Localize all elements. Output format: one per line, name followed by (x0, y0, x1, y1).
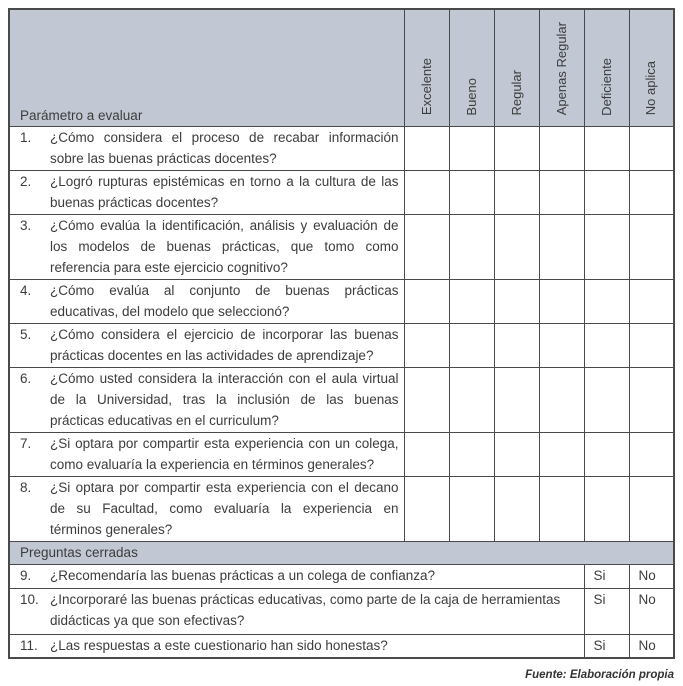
rating-cell-deficiente (584, 323, 629, 367)
column-header-regular (494, 9, 539, 126)
column-header-no-aplica-label: No aplica (643, 61, 659, 116)
question-text: ¿Cómo usted considera la interacción con el aula virtual de la Universidad, tras la inclusión de las buenas prácticas educativas en el curriculum? (50, 370, 399, 428)
question-row (9, 367, 674, 432)
question-text: ¿Cómo evalúa al conjunto de buenas prácticas educativas, del modelo que seleccionó? (50, 282, 399, 319)
rating-cell-excelente (404, 279, 449, 323)
question-number: 11. (20, 637, 38, 653)
column-header-bueno-label: Bueno (463, 77, 479, 116)
question-text: ¿Recomendaría las buenas prácticas a un colega de confianza? (50, 567, 435, 583)
question-cell (9, 126, 404, 170)
question-cell (9, 476, 404, 541)
rating-cell-no-aplica (629, 432, 674, 476)
rating-cell-excelente (404, 432, 449, 476)
rating-cell-regular (494, 126, 539, 170)
question-cell (9, 214, 404, 279)
question-row (9, 476, 674, 541)
rating-cell-bueno (449, 323, 494, 367)
rating-cell-apenas-regular (539, 476, 584, 541)
rating-cell-deficiente (584, 279, 629, 323)
yes-cell: Si (584, 588, 629, 634)
rating-cell-no-aplica (629, 476, 674, 541)
rating-cell-regular (494, 279, 539, 323)
rating-cell-regular (494, 432, 539, 476)
rating-cell-regular (494, 170, 539, 214)
rating-cell-regular (494, 214, 539, 279)
question-number: 7. (20, 435, 32, 451)
no-cell: No (629, 588, 674, 634)
rating-cell-apenas-regular (539, 367, 584, 432)
column-header-apenas-regular-label: Apenas Regular (553, 22, 569, 116)
rating-cell-deficiente (584, 170, 629, 214)
question-row (9, 126, 674, 170)
question-number: 2. (20, 173, 32, 189)
question-text: ¿Cómo considera el proceso de recabar información sobre las buenas prácticas docentes? (50, 129, 399, 166)
question-row (9, 170, 674, 214)
column-header-no-aplica (629, 9, 674, 126)
no-cell: No (629, 634, 674, 658)
question-text: ¿Si optara por compartir esta experiencia con el decano de su Facultad, como evaluaría la experiencia en términos generales? (50, 479, 399, 537)
column-header-excelente (404, 9, 449, 126)
rating-cell-excelente (404, 476, 449, 541)
question-text: ¿Logró rupturas epistémicas en torno a la cultura de las buenas prácticas docentes? (50, 173, 399, 210)
closed-section-label: Preguntas cerradas (9, 541, 674, 564)
closed-question-row (9, 588, 674, 634)
question-number: 10. (20, 591, 39, 607)
question-cell (9, 323, 404, 367)
rating-cell-no-aplica (629, 170, 674, 214)
rating-cell-excelente (404, 367, 449, 432)
column-header-regular-label: Regular (508, 69, 524, 116)
question-cell (9, 279, 404, 323)
rating-cell-bueno (449, 476, 494, 541)
rating-cell-apenas-regular (539, 170, 584, 214)
no-cell: No (629, 564, 674, 588)
rating-cell-no-aplica (629, 126, 674, 170)
rating-cell-no-aplica (629, 323, 674, 367)
question-number: 4. (20, 282, 32, 298)
rating-cell-deficiente (584, 432, 629, 476)
rating-cell-deficiente (584, 476, 629, 541)
rating-cell-bueno (449, 126, 494, 170)
rating-cell-no-aplica (629, 214, 674, 279)
rating-cell-deficiente (584, 367, 629, 432)
question-cell (9, 588, 584, 634)
rating-cell-apenas-regular (539, 126, 584, 170)
question-number: 1. (20, 129, 32, 145)
question-cell (9, 170, 404, 214)
rating-cell-deficiente (584, 214, 629, 279)
rating-cell-apenas-regular (539, 279, 584, 323)
question-row (9, 323, 674, 367)
closed-question-row (9, 634, 674, 658)
column-header-apenas-regular (539, 9, 584, 126)
rating-cell-bueno (449, 432, 494, 476)
evaluation-table (8, 8, 675, 659)
question-number: 6. (20, 370, 32, 386)
question-row (9, 279, 674, 323)
question-number: 8. (20, 479, 32, 495)
rating-cell-no-aplica (629, 367, 674, 432)
closed-question-row (9, 564, 674, 588)
rating-cell-no-aplica (629, 279, 674, 323)
yes-cell: Si (584, 564, 629, 588)
header-row (9, 9, 674, 126)
question-cell (9, 634, 584, 658)
yes-cell: Si (584, 634, 629, 658)
question-row (9, 432, 674, 476)
source-note: Fuente: Elaboración propia (525, 669, 674, 681)
column-header-deficiente (584, 9, 629, 126)
rating-cell-excelente (404, 170, 449, 214)
closed-section-row (9, 541, 674, 564)
question-text: ¿Cómo considera el ejercicio de incorporar las buenas prácticas docentes en las actividades de aprendizaje? (50, 326, 399, 363)
question-number: 3. (20, 217, 32, 233)
rating-cell-excelente (404, 323, 449, 367)
rating-cell-apenas-regular (539, 323, 584, 367)
question-text: ¿Incorporaré las buenas prácticas educativas, como parte de la caja de herramientas didácticas ya que son efectivas? (50, 591, 561, 628)
rating-cell-bueno (449, 214, 494, 279)
rating-cell-bueno (449, 279, 494, 323)
question-cell (9, 564, 584, 588)
question-text: ¿Cómo evalúa la identificación, análisis y evaluación de los modelos de buenas prácticas, que tomo como referencia para este ejercicio cognitivo? (50, 217, 399, 275)
rating-cell-excelente (404, 214, 449, 279)
question-number: 9. (20, 567, 32, 583)
column-header-bueno (449, 9, 494, 126)
column-header-deficiente-label: Deficiente (598, 57, 614, 116)
question-text: ¿Las respuestas a este cuestionario han sido honestas? (50, 637, 388, 653)
question-text: ¿Si optara por compartir esta experiencia con un colega, como evaluaría la experiencia en términos generales? (50, 435, 399, 472)
question-number: 5. (20, 326, 32, 342)
rating-cell-regular (494, 323, 539, 367)
rating-cell-apenas-regular (539, 214, 584, 279)
question-cell (9, 367, 404, 432)
question-row (9, 214, 674, 279)
rating-cell-deficiente (584, 126, 629, 170)
question-cell (9, 432, 404, 476)
rating-cell-regular (494, 367, 539, 432)
column-header-excelente-label: Excelente (418, 58, 434, 116)
rating-cell-apenas-regular (539, 432, 584, 476)
rating-cell-bueno (449, 170, 494, 214)
rating-cell-excelente (404, 126, 449, 170)
param-header-label: Parámetro a evaluar (9, 9, 404, 126)
rating-cell-regular (494, 476, 539, 541)
rating-cell-bueno (449, 367, 494, 432)
